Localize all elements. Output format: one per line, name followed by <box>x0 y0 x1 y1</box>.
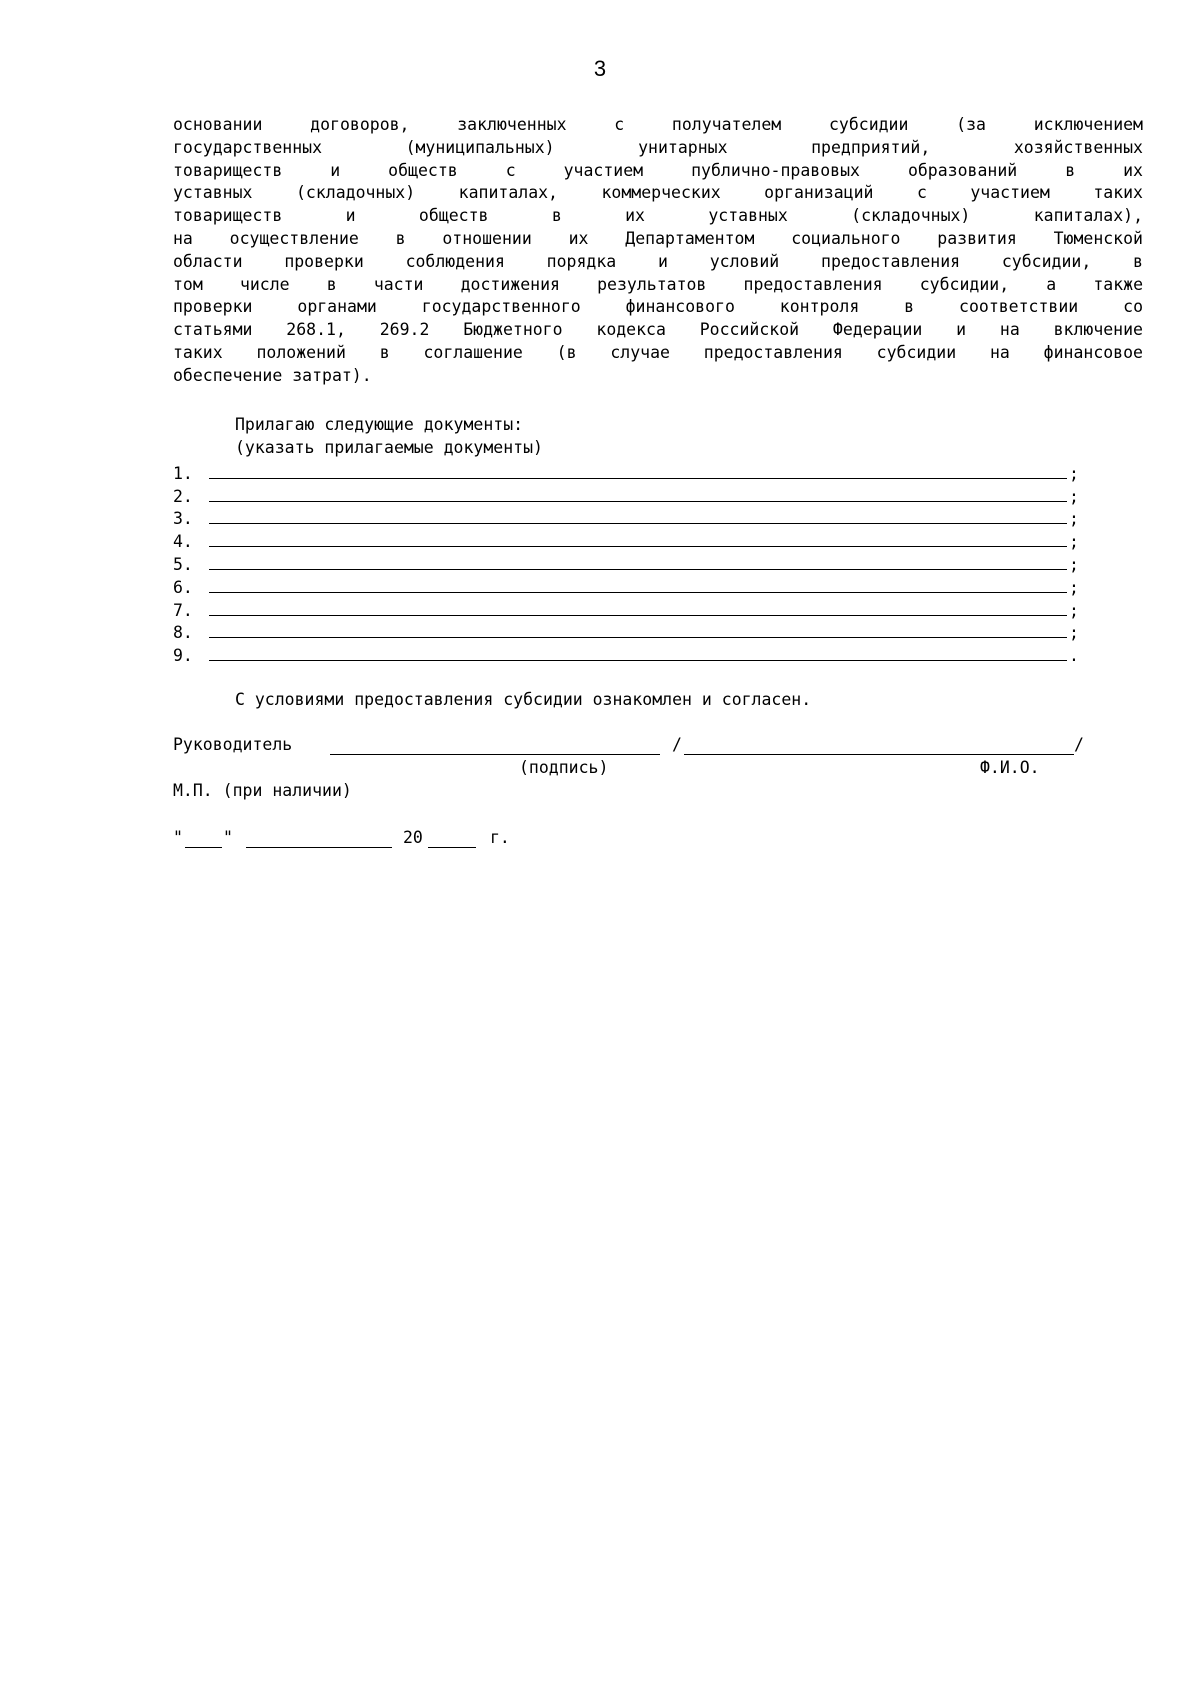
signature-input-line[interactable] <box>330 754 660 755</box>
date-quote-open: " <box>173 828 183 847</box>
slash-separator: / <box>672 735 682 754</box>
attachment-number: 5. <box>173 554 193 574</box>
attachment-row <box>173 460 1083 483</box>
paragraph-line: товариществ и обществ с участием публично-правовых образований в их <box>173 160 1143 180</box>
attachment-punctuation: ; <box>1069 577 1079 597</box>
attachment-row <box>173 528 1083 551</box>
attachment-punctuation: ; <box>1069 509 1079 529</box>
name-caption: Ф.И.О. <box>980 758 1040 777</box>
signature-caption: (подпись) <box>519 758 609 777</box>
attachments-list <box>173 460 1083 665</box>
date-quote-close: " <box>223 828 233 847</box>
paragraph-line: уставных (складочных) капиталах, коммерческих организаций с участием таких <box>173 183 1143 203</box>
paragraph-line: таких положений в соглашение (в случае предоставления субсидии на финансовое <box>173 342 1143 362</box>
attachment-number: 6. <box>173 577 193 597</box>
stamp-label: М.П. (при наличии) <box>173 781 352 800</box>
attachment-number: 2. <box>173 486 193 506</box>
attachment-row <box>173 574 1083 597</box>
attachment-number: 8. <box>173 623 193 643</box>
attachment-number: 1. <box>173 463 193 483</box>
attachment-row <box>173 551 1083 574</box>
attachment-number: 4. <box>173 532 193 552</box>
month-input-line[interactable] <box>246 847 392 848</box>
attachment-punctuation: ; <box>1069 486 1079 506</box>
paragraph-line: проверки органами государственного финансового контроля в соответствии со <box>173 297 1143 317</box>
attachment-row <box>173 620 1083 643</box>
attachments-hint: (указать прилагаемые документы) <box>235 438 543 457</box>
consent-paragraph <box>173 114 1143 388</box>
attachment-punctuation: ; <box>1069 463 1079 483</box>
attachment-punctuation: ; <box>1069 600 1079 620</box>
attachment-number: 7. <box>173 600 193 620</box>
attachment-row <box>173 597 1083 620</box>
attachment-row <box>173 483 1083 506</box>
attachment-number: 9. <box>173 646 193 666</box>
attachment-row <box>173 506 1083 529</box>
paragraph-line: государственных (муниципальных) унитарных предприятий, хозяйственных <box>173 137 1143 157</box>
name-input-line[interactable] <box>684 754 1074 755</box>
attachments-heading: Прилагаю следующие документы: <box>235 415 524 434</box>
role-label: Руководитель <box>173 735 293 754</box>
attachment-punctuation: . <box>1069 646 1079 666</box>
day-input-line[interactable] <box>185 847 222 848</box>
paragraph-line: основании договоров, заключенных с получателем субсидии (за исключением <box>173 115 1143 134</box>
attachment-input-line[interactable] <box>209 530 1067 547</box>
slash-separator: / <box>1074 735 1084 754</box>
year-suffix: г. <box>490 828 510 847</box>
attachment-punctuation: ; <box>1069 532 1079 552</box>
attachment-input-line[interactable] <box>209 485 1067 502</box>
attachment-input-line[interactable] <box>209 644 1067 661</box>
paragraph-line: области проверки соблюдения порядка и условий предоставления субсидии, в <box>173 251 1143 271</box>
paragraph-line: товариществ и обществ в их уставных (складочных) капиталах), <box>173 206 1143 226</box>
paragraph-line: на осуществление в отношении их Департаментом социального развития Тюменской <box>173 228 1143 248</box>
attachment-input-line[interactable] <box>209 553 1067 570</box>
attachment-punctuation: ; <box>1069 554 1079 574</box>
year-input-line[interactable] <box>428 847 476 848</box>
paragraph-line: том числе в части достижения результатов предоставления субсидии, а также <box>173 274 1143 294</box>
attachment-number: 3. <box>173 509 193 529</box>
attachment-input-line[interactable] <box>209 621 1067 638</box>
attachment-input-line[interactable] <box>209 599 1067 616</box>
paragraph-line: обеспечение затрат). <box>173 365 372 385</box>
agreement-statement: С условиями предоставления субсидии ознакомлен и согласен. <box>235 690 812 709</box>
attachment-input-line[interactable] <box>209 462 1067 479</box>
paragraph-line: статьями 268.1, 269.2 Бюджетного кодекса Российской Федерации и на включение <box>173 320 1143 340</box>
page-number: 3 <box>593 56 607 81</box>
attachment-punctuation: ; <box>1069 623 1079 643</box>
attachment-row <box>173 642 1083 665</box>
attachment-input-line[interactable] <box>209 507 1067 524</box>
year-prefix: 20 <box>403 828 423 847</box>
attachment-input-line[interactable] <box>209 576 1067 593</box>
